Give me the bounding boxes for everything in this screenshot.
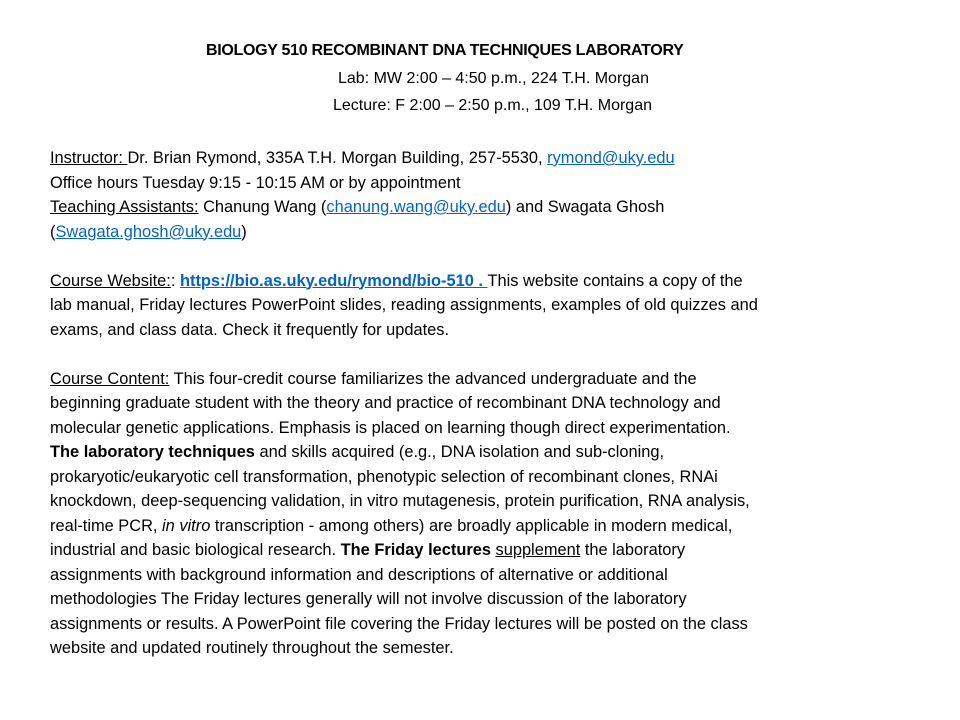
ta-paren-open: (: [50, 222, 56, 241]
ta-line-2: [50, 220, 930, 245]
website-colon: :: [170, 271, 180, 290]
content-line-1: [50, 367, 930, 392]
instructor-email-link[interactable]: rymond@uky.edu: [547, 149, 675, 167]
ta-text-a: Chanung Wang (: [198, 198, 327, 216]
instructor-line: [50, 146, 930, 171]
content-label: Course Content:: [50, 369, 170, 388]
content-line-12: website and updated routinely throughout the semester.: [50, 639, 454, 657]
content-text-7b: transcription - among others) are broadly applicable in modern medical,: [210, 516, 733, 535]
content-line-5: prokaryotic/eukaryotic cell transformation, phenotypic selection of recombinant clones, RNAi: [50, 467, 718, 486]
office-hours-line: Office hours Tuesday 9:15 - 10:15 AM or by appointment: [50, 173, 461, 192]
website-url-link[interactable]: https://bio.as.uky.edu/rymond/bio-510 .: [179, 271, 488, 290]
content-text-1: This four-credit course familiarizes the advanced undergraduate and the: [169, 369, 697, 388]
course-title: BIOLOGY 510 RECOMBINANT DNA TECHNIQUES LABORATORY: [206, 42, 684, 59]
website-label: Course Website:: [50, 271, 171, 290]
website-text-2: lab manual, Friday lectures PowerPoint slides, reading assignments, examples of old quizzes and: [50, 296, 758, 314]
instructor-label: Instructor:: [50, 149, 128, 167]
instructor-text: Dr. Brian Rymond, 335A T.H. Morgan Building, 257-5530,: [127, 149, 548, 167]
content-line-9: assignments with background information and descriptions of alternative or additional: [50, 565, 668, 584]
content-text-4: and skills acquired (e.g., DNA isolation and sub-cloning,: [254, 443, 665, 461]
website-line: [50, 269, 930, 294]
lab-schedule: Lab: MW 2:00 – 4:50 p.m., 224 T.H. Morgan: [338, 70, 649, 87]
ta-paren-close: ): [241, 222, 247, 241]
ta-label: Teaching Assistants:: [50, 198, 199, 216]
content-line-10: methodologies The Friday lectures generally will not involve discussion of the laboratory: [50, 590, 687, 608]
ta-email-link-ghosh[interactable]: Swagata.ghosh@uky.edu: [55, 222, 242, 241]
syllabus-body: [50, 146, 930, 661]
lab-techniques-bold: The laboratory techniques: [50, 443, 255, 461]
content-line-4: [50, 440, 930, 465]
content-text-8a: industrial and basic biological research.: [50, 541, 341, 559]
content-line-6: knockdown, deep-sequencing validation, in vitro mutagenesis, protein purification, RNA analysis,: [50, 492, 750, 510]
ta-text-b: ) and Swagata Ghosh: [505, 198, 665, 216]
spacer: [50, 244, 930, 269]
content-line-2: beginning graduate student with the theory and practice of recombinant DNA technology and: [50, 394, 721, 412]
friday-lectures-bold: The Friday lectures: [340, 541, 491, 559]
spacer: [50, 342, 930, 367]
content-text-8b: the laboratory: [580, 541, 686, 559]
content-line-8: [50, 538, 930, 563]
content-line-7: [50, 514, 930, 539]
lecture-schedule: Lecture: F 2:00 – 2:50 p.m., 109 T.H. Morgan: [333, 97, 652, 114]
content-text-7a: real-time PCR,: [50, 516, 163, 535]
content-line-11: assignments or results. A PowerPoint file covering the Friday lectures will be posted on the class: [50, 614, 748, 633]
website-text-1: This website contains a copy of the: [487, 271, 743, 290]
supplement-underlined: supplement: [495, 541, 581, 559]
website-text-3: exams, and class data. Check it frequently for updates.: [50, 320, 450, 339]
ta-email-link-wang[interactable]: chanung.wang@uky.edu: [326, 198, 506, 216]
content-line-3: molecular genetic applications. Emphasis is placed on learning though direct experimentation.: [50, 418, 731, 437]
ta-line: [50, 195, 930, 220]
in-vitro-italic: in vitro: [162, 516, 211, 535]
